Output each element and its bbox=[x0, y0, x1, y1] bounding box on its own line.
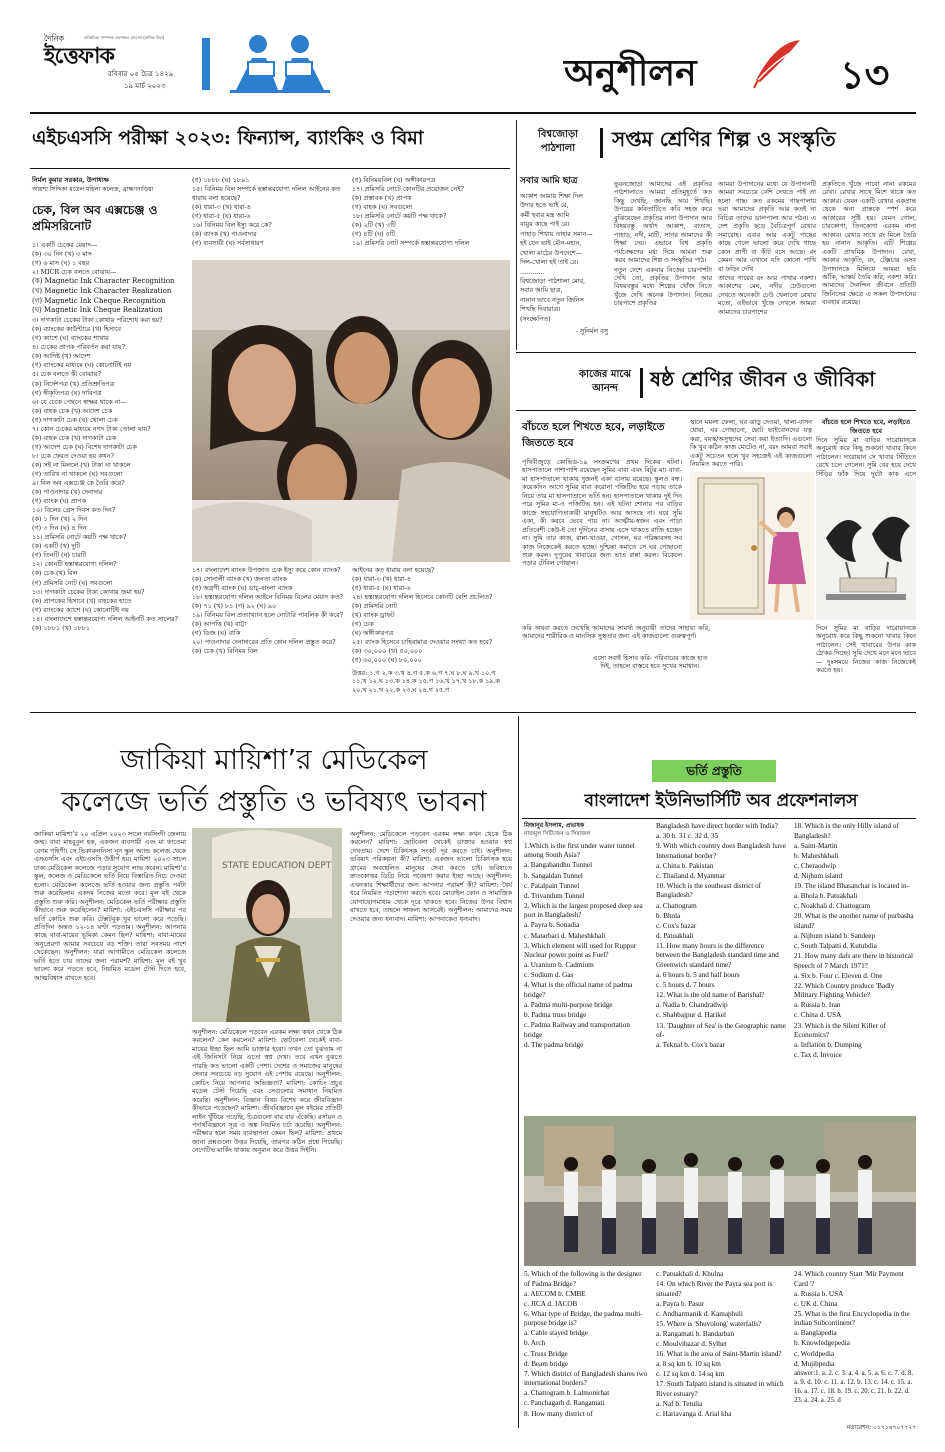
quiz-line: c. Cox's bazar bbox=[656, 921, 697, 930]
mcq-line: (ক) চেক (খ) বিল bbox=[32, 569, 78, 578]
quiz-line: c. Moulvibazar d. Sylhet bbox=[656, 1340, 727, 1349]
quiz-line: 20. What is the another name of purbasha island? bbox=[794, 912, 914, 930]
masthead-rule bbox=[30, 112, 916, 114]
poem-line: (সংক্ষেপিত) bbox=[520, 314, 551, 323]
mcq-line: (গ) তিনটি (ঘ) চারটি bbox=[32, 551, 87, 560]
mcq-line: ১৯। বিনিময় বিল প্রত্যাখ্যান হলে নোটারি পাবলিক কী করে? bbox=[192, 611, 344, 620]
class7-headline: সপ্তম শ্রেণির শিল্প ও সংস্কৃতি bbox=[612, 127, 836, 151]
mcq-line: (গ) আদেশ চেক (ঘ) বিশেষ দাগকাটা চেক bbox=[32, 442, 137, 451]
quiz-line: c. JICA d. JACOB bbox=[524, 1299, 578, 1308]
quiz-line: 13. 'Daughter of Sea' is the Geographic name of- bbox=[656, 1021, 786, 1039]
paragraph: ভুবনজোড়া আমাদের এই প্রকৃতির পাঠশালাতে আমরা প্রতিমুহূর্তে কত কিছু দেখছি, জানছি আর শিখছি। উপরের কবিতাটিতে কবি সহজ করে বুঝিয়েছেন প্রকৃতির নানা উপাদান আর বিষয়বস্তু অর্থাৎ আকাশ, বাতাস, পাহাড়, নদী, মাটি, সাগর আমাদের কী শিক্ষা দেয়। এভাবে বিশ্ব প্রকৃতি পর্যবেক্ষণের মধ্য দিয়ে আমরা শুরু করব আমাদের শিল্প ও সংস্কৃতির পাঠ। bbox=[614, 180, 712, 265]
quiz-line: b. Arch bbox=[524, 1339, 546, 1348]
quiz-line: 21. How many dafs are there in historical Speech of 7 March 1971? bbox=[794, 952, 913, 970]
quiz-line: 17. South Talpatti island is situated in which River estuary? bbox=[656, 1380, 784, 1398]
mcq-line: (গ) প্রমিসরি নোট (ঘ) সবগুলো bbox=[32, 578, 113, 587]
quiz-line: 9. With which country does Bangladesh have International border? bbox=[656, 842, 786, 860]
poem-line: নানান ভাবে নতুন জিনিস bbox=[520, 295, 584, 304]
quiz-line: 11. How many hours is the difference between the Bangladesh standard time and Greenwich standard time? bbox=[656, 941, 779, 969]
mcq-line: (ক) ১ দিন (খ) ২ দিন bbox=[32, 515, 88, 524]
mcq-line: ১৬। বিনিময় বিল ইস্যু করে কে? bbox=[192, 220, 272, 229]
medical-headline-2: কলেজে ভর্তি প্রস্তুতি ও ভবিষ্যৎ ভাবনা bbox=[61, 785, 487, 818]
class7-col-3 bbox=[822, 180, 916, 348]
hsc-col-left bbox=[32, 176, 184, 706]
poem-line: বায়ুর কাছে পাই রে। bbox=[520, 220, 570, 229]
quiz-line: c. Worldpedia bbox=[794, 1349, 835, 1358]
quiz-line: d. Mujibpedia bbox=[794, 1359, 835, 1368]
quiz-line: a. Chattogram b. Lalmonirhat bbox=[524, 1389, 610, 1398]
bup-headline: বাংলাদেশ ইউনিভার্সিটি অব প্রফেশনালস bbox=[584, 791, 858, 811]
caption: করি অথবা করতে দেখেছি আমাদের সামর্থ্য অনুযায়ী তাদের সাহায্য করি, আমাদের শারীরিক ও মানসিক সুস্থতার জন্য এই কাজগুলো গুরুত্বপূর্ণ। bbox=[522, 624, 710, 641]
mcq-line: (ক) ধারা-৩ (খ) ধারা-৪ bbox=[352, 575, 411, 584]
quiz-line: a. Padma multi-purpose bridge bbox=[524, 1001, 613, 1009]
bup-author: মিজানুর ইসলাম, প্রভাষক bbox=[524, 822, 585, 829]
quiz-line: d. Nijhum island bbox=[794, 871, 843, 880]
poet-name: - সুনির্মল বসু bbox=[575, 327, 608, 336]
quiz-line: b. Maheshkhali bbox=[794, 851, 839, 860]
masthead-date-en: ১৯ মার্চ ২০২৩ bbox=[124, 82, 166, 90]
mcq-line: আইনের কত ধারায় বলা হয়েছে? bbox=[352, 566, 435, 574]
mcq-line: (ক) ৩০,০০০ (খ) ৫০,০০০ bbox=[352, 647, 423, 656]
class7-kicker-2: পাঠশালা bbox=[540, 143, 576, 154]
class6-col-mid bbox=[690, 418, 812, 468]
mcq-line: ৩। দাগকাটা চেকের টাকা কোথায় পরিশোধ করা হয়? bbox=[32, 316, 163, 325]
mcq-line: (গ) দাগকাটা চেক (ঘ) খোলা চেক bbox=[32, 415, 118, 424]
poem-line: কর্মী হবার মন্ত্র আমি bbox=[520, 210, 570, 219]
mcq-line: ১৭। প্রমিসরি নোটে কোনটির প্রয়োজন নেই? bbox=[352, 185, 464, 194]
mcq-line: (গ) ৬ মাস (ঘ) ১ বছর bbox=[32, 258, 90, 267]
poem-line: ............ bbox=[520, 267, 545, 276]
class7-col-1 bbox=[614, 180, 712, 348]
mcq-line: ১১। প্রমিসরি নোটে কয়টি পক্ষ থাকে? bbox=[32, 533, 127, 542]
class6-rule bbox=[516, 410, 916, 411]
quiz-line: a. Rangamati b. Bandarban bbox=[656, 1329, 735, 1338]
hsc-lower-b bbox=[352, 566, 510, 706]
paragraph: জাকিয়া মায়িশা’র ২০ এপ্রিল ২০২৩ সালে নরসিংদী জেলায় জন্ম। বাবা মাহবুবুল হক, একজন ব্যবসায়ী এবং মা ফাতেমা বেগম গৃহিণী। সে ভিকারুননিসা নূন স্কুল অ্যান্ড কলেজ থেকে এসএসসি এবং এইচএসসি উত্তীর্ণ হয়। মায়িশা ২০২৩ সালে ঢাকা মেডিকেল কলেজে পড়ার সুযোগ লাভ করেন। মায়িশা’র স্কুল, কলেজ ও মেডিকেলে ভর্তি নিয়ে বিস্তারিত নিচে দেওয়া হলো। মেডিকেল কলেজে ভর্তি হওয়ার জন্য প্রস্তুতি পর্বটা শুরু করেছিলাম একদম নিজের মতো করে। মূল বই থেকে প্রস্তুতি শুরু করি। অনুশীলন: মেডিকেল ভর্তি পরীক্ষার প্রস্তুতি কীভাবে শুরু করেছিলেন? মায়িশা: এইচএসসি পরীক্ষার পর ভর্তি কোচিং শুরু করি। টেক্সটবুক খুব ভালো করে পড়েছি। প্রতিদিন অন্তত ১২-১৪ ঘণ্টা পড়তাম। অনুশীলন: আপনার কাছে বাবা-মায়ের ভূমিকা কেমন ছিল? মায়িশা: বাবা-মায়ের অনুপ্রেরণা আমার সবচেয়ে বড় শক্তি। তারা সবসময় পাশে থেকেছেন। অনুশীলন: যারা আগামীতে মেডিকেল কলেজে ভর্তি হতে চায় তাদের জন্য পরামর্শ? মায়িশা: মূল বই খুব ভালো করে পড়তে হবে, নিয়মিত মডেল টেস্ট দিতে হবে, আত্মবিশ্বাস রাখতে হবে। bbox=[34, 830, 186, 982]
poem-line: উদার হতে ভাই রে, bbox=[520, 201, 569, 210]
quiz-line: c. Andharmanik d. Kamaphuli bbox=[656, 1309, 743, 1318]
medical-col-3 bbox=[350, 830, 512, 1428]
quiz-line: 14. On which River the Payra sea port is situated? bbox=[656, 1280, 773, 1298]
paragraph: অনুশীলন: মেডিকেলে পড়বেন এরকম লক্ষ্য কখন থেকে ঠিক করলেন? মায়িশা: ছোটবেলা থেকেই ডাক্তার হওয়ার স্বপ্ন দেখতাম। দেশে চিকিৎসক সংকট দূর করতে চাই। অনুশীলন: ভবিষ্যৎ পরিকল্পনা কী? মায়িশা: একজন ভালো চিকিৎসক হয়ে গ্রামের অবহেলিত মানুষের সেবা করতে চাই। ভবিষ্যতে স্নাতকোত্তর ডিগ্রি নিয়ে গবেষণা করার ইচ্ছা আছে। অনুশীলন: এখনকার শিক্ষার্থীদের জন্য আপনার পরামর্শ কী? মায়িশা: ধৈর্য ধরে নিয়মিত পড়াশোনা করতে হবে। মোবাইল ফোন ও সামাজিক যোগাযোগমাধ্যম থেকে দূরে থাকতে হবে। নিজের উপর বিশ্বাস রাখতে হবে, তাহলে সাফল্য আসবেই। অনুশীলন: আমাদের সময় দেওয়ার জন্য ধন্যবাদ। মায়িশা: আপনাকেও ধন্যবাদ। bbox=[350, 830, 512, 923]
masthead-date-bn: রবিবার ০৫ চৈত্র ১৪২৯ bbox=[108, 70, 174, 78]
quiz-line: a. Uranium b. Cadmium bbox=[524, 961, 594, 970]
mcq-line: (গ) ডিজ (ঘ) বাকি bbox=[192, 629, 241, 638]
quiz-line: b. Knowledgepedia bbox=[794, 1339, 850, 1348]
hsc-headline: এইচএসসি পরীক্ষা ২০২৩: ফিন্যান্স, ব্যাংকিং ও বিমা bbox=[32, 127, 424, 149]
mcq-line: (গ) ব্যাংকের মাধ্যমে (ঘ) কোনোটিই নয় bbox=[32, 361, 132, 370]
quiz-line: 3. Which element will used for Ruppur Nuclear power point as Fuel? bbox=[524, 941, 637, 960]
class6-kicker-2: আনন্দ bbox=[592, 383, 618, 394]
quiz-line: a. Nadia b. Chandradwip bbox=[656, 1001, 728, 1010]
class6-cap-left bbox=[522, 624, 710, 650]
mcq-line: ১৭। বাংলাদেশ ব্যাংক উপজাত চেক ইস্যু করে কোন ব্যাংক? bbox=[192, 566, 341, 574]
girl-door-illustration bbox=[690, 472, 814, 620]
mcq-line: (ক) সোনালী ব্যাংক (খ) জনতা ব্যাংক bbox=[192, 575, 287, 584]
quiz-line: Bangladesh have direct border with India? bbox=[656, 822, 778, 830]
section-title: অনুশীলন bbox=[564, 52, 697, 94]
mcq-line: (ক) আপত্তি (খ) বাট্টা bbox=[192, 620, 247, 629]
quiz-line: 1.Which is the first under water tunnel among South Asia? bbox=[524, 841, 635, 860]
poem-line: হই যেন ভাই মৌন-মহান, bbox=[520, 239, 582, 248]
masthead-tag: দৈনিক bbox=[44, 34, 65, 43]
mcq-line: (ঘ) Magnetic Ink Cheque Realization bbox=[32, 306, 163, 315]
class6-bar bbox=[640, 368, 643, 398]
bup-col-1 bbox=[524, 822, 648, 1112]
mcq-line: ২০। পাওনাদার দেনাদারের প্রতি কোন দলিল প্রস্তুত করে? bbox=[192, 638, 336, 647]
mcq-line: ৪। চেকের প্রাপক পরিবর্তন করা যায়? bbox=[32, 343, 126, 352]
quiz-line: c. Patuakhali d. Khulna bbox=[656, 1270, 724, 1278]
class7-col-2 bbox=[718, 180, 816, 348]
mcq-line: (ক) ৩০ দিন (খ) ৩ মাস bbox=[32, 249, 92, 258]
quiz-line: a. Teknaf b. Cox's bazar bbox=[656, 1041, 725, 1050]
quiz-line: c. Hariavanga d. Arial kha bbox=[656, 1410, 732, 1419]
mcq-line: (ক) ব্যাংকের কাউন্টারে (খ) হিসাবে bbox=[32, 325, 121, 334]
poem-line: শিখছি দিবারাত্র। bbox=[520, 305, 561, 314]
reading-kids-icon bbox=[230, 32, 330, 94]
paragraph: তাদের গায়ের রং আর পাখার নকশা। আকাশের মেঘ, নদীর ঢেউগুলো দেখতে অনেকটা ঢেউ খেলানো রেখার মতো, এইভাবে খুঁজে দেখলে আমরা আমাদের চারপাশের bbox=[718, 273, 816, 316]
paragraph: আমরা উপাদানের মধ্যে যে উপাদানটি আমরা সবচেয়ে বেশি দেখতে পাই তা হলো গাছ। কত রকমের গাছপালায় ভরা আমাদের প্রকৃতি আর কতই না বিচিত্র তাদের ডালপালা আর গঠন। এ দেশ প্রকৃতি ছড়ে বৈচিত্রপূর্ণ রেখার সমারোহ। এবার আর একটু গাছের কাছে গেলে ভালো করে দেখি গাছে কোন প্রাণী বা কীট বসে আছে। রং কেমন আর এখানে যদি কোনো পাখি বা ফড়িং দেখি bbox=[718, 180, 816, 273]
quiz-line: c. Padma Railway and transportation bridge bbox=[524, 1021, 630, 1039]
poem-line: আকাশ আমায় শিক্ষা দিল bbox=[520, 191, 583, 200]
mcq-line: (গ) চেক bbox=[352, 620, 374, 629]
quiz-line: 2. Which is the largest proposed deep sea port in Bangladesh? bbox=[524, 901, 643, 920]
quill-icon bbox=[748, 36, 804, 92]
hsc-answers: উত্তর: ১.গ ২.ক ৩.খ ৪.গ ৫.ক ৬.গ ৭.ঘ ৮.ঘ ৯.খ ১০.গ ১১.খ ১২.ঘ ১৩.ক ১৪.ক ১৫.গ ১৬.খ ১৭.খ ১৮.ক ১৯.ক ২০.খ ২১.খ ২২.ক ২৩.ঘ ২৪.গ ২৫.গ bbox=[352, 668, 500, 694]
quiz-line: a. Six b. Four c. Eleven d. One bbox=[794, 971, 883, 980]
mcq-line: (ক) পাওনাদার (খ) দেনাদার bbox=[32, 488, 103, 497]
bup-author-school: নাজমুল সিটিজেন ও সিরাজল bbox=[524, 830, 591, 837]
class6-headline: ষষ্ঠ শ্রেণির জীবন ও জীবিকা bbox=[650, 367, 876, 391]
quiz-line: c. Shahbajpur d. Harikel bbox=[656, 1011, 727, 1020]
class7-kicker-1: বিশ্বজোড়া bbox=[537, 129, 579, 140]
quiz-line: c. Noakhali d. Chattogram bbox=[794, 902, 871, 911]
mcq-line: ১৮। হস্তান্তরযোগ্য দলিল আইনে বিনিময় বিলের মেয়াদ কত? bbox=[192, 593, 343, 602]
quiz-line: a. Chattogram bbox=[656, 901, 697, 910]
quiz-line: c. 5 hours d. 7 hours bbox=[656, 981, 715, 990]
paragraph: অনুশীলন: মেডিকেলে পড়বেন এরকম লক্ষ্য কখন থেকে ঠিক করলেন? কেন করলেন? মায়িশা: ছোটবেলা থেকেই বাবা-মায়ের ইচ্ছা ছিল আমি ডাক্তার হবো। তখন তো বুঝতাম না এই জিনিসটা নিয়ে এতো স্বপ্ন দেখা। তবে এখন বুঝতে পারছি কত ভালো একটি পেশা। দেশের ও সমাজের মানুষের সেবার সবচেয়ে বড় সুযোগ এই পেশায় রয়েছে। অনুশীলন: কোচিং নিয়ে আপনার অভিজ্ঞতা? মায়িশা: কোচিং প্রচুর মডেল টেস্ট দিয়েছি এবং সেগুলোর সমাধান নিয়মিত করেছি। অনুশীলন: বিজ্ঞান বিষয় বিশেষ করে জীববিজ্ঞান কীভাবে পড়েছেন? মায়িশা: জীববিজ্ঞানে মূল বইয়ের প্রতিটি লাইন খুঁটিয়ে পড়েছি, চিত্রগুলো বার বার এঁকেছি। রসায়ন ও পদার্থবিজ্ঞানে সূত্র ও অঙ্ক নিয়মিত চর্চা করেছি। অনুশীলন: পরীক্ষার হলে সময় ব্যবস্থাপনা কেমন ছিল? মায়িশা: প্রথমে জানা প্রশ্নগুলো উত্তর দিয়েছি, তারপর কঠিন প্রশ্নে গিয়েছি। নেগেটিভ মার্কিং থাকায় অনুমান করে উত্তর দিইনি। bbox=[192, 1028, 342, 1155]
mcq-line: (ক) Magnetic Ink Character Recognition bbox=[32, 276, 175, 285]
mcq-line: ৯। বিল অব এক্সচেঞ্জ কে তৈরি করে? bbox=[32, 479, 125, 488]
quiz-line: a. Bangabandhu Tunnel bbox=[524, 861, 593, 870]
bup-footer: মডারেশন: ০১৭১৪৭০৭৭২৭ bbox=[846, 1424, 916, 1431]
mcq-line: (গ) Magnetic Ink Cheque Recognition bbox=[32, 296, 166, 305]
caption: এসো সবাই হিসাব করি- পরিবারের কাজে হাত দিই, তাহলে বাস্তবে হবে সুখের সমাধান। bbox=[592, 654, 708, 671]
mcq-line: ৭। কোন চেকের মাধ্যমে নগদ টাকা তোলা যায়? bbox=[32, 424, 151, 433]
class6-subhead-right: বাঁচতে হলে শিখতে হবে, লড়াইতে জিততে হবে bbox=[821, 418, 911, 435]
bup-col-2 bbox=[656, 822, 786, 1112]
mcq-line: (খ) Magnetic Ink Character Realization bbox=[32, 286, 172, 295]
quiz-line: a. Cable stayed bridge bbox=[524, 1329, 588, 1338]
mcq-line: ১৫। বিনিময় বিল সম্পর্কে হস্তান্তরযোগ্য দলিল আইনের কত ধারায় বলা হয়েছে? bbox=[192, 185, 341, 202]
mcq-line: (গ) ব্যবসায়ী (ঘ) সর্বসাধারণ bbox=[192, 238, 264, 247]
poem-line: দিল-খোলা হই তাই রে। bbox=[520, 258, 579, 267]
bottom-divider bbox=[518, 716, 519, 1428]
paragraph: প্রকৃতিতে খুঁজে পাবো নানা রকমের রেখা। রেখার সাথে মিশে থাকে কত আকার। যেমন একটি রেখার একপ্রান্ত থেকে অন্য প্রান্তকে স্পর্শ করে আকারের সৃষ্টি হয়। যেমন গোল, চারকোণা, তিনকোণা এরকম নানা আকার। রেখার সাথে রং মিলে তৈরি হয় নানান আকৃতি। এটি শিল্পের একটি প্রাথমিক উপাদান। রেখা, আকার আকৃতি, রং, টেক্সচার এসব উপাদানকে মিলিয়ে আমরা ছবি আঁকি, ভাস্কর্য তৈরি করি, নকশা করি। আমাদের দৈনন্দিন জীবনে প্রতিটি জিনিসের ক্ষেত্রে এ সকল উপাদানের ব্যবহার রয়েছে। bbox=[822, 180, 916, 307]
quiz-line: a. Naf b. Tetulia bbox=[656, 1400, 703, 1409]
paragraph: নতুন দেশে একবার নিজের চারপাশটা দেখি তো, প্রকৃতির উপাদান আর বিষয়বস্তুর মধ্যে শিল্পের খোঁজ নিতে খুঁজে দেখি অনেক উপাদান। নিজের চারপাশে প্রকৃতির bbox=[614, 265, 712, 308]
mcq-line: (ক) ধারা-৩ (খ) ধারা-৪ bbox=[192, 202, 251, 211]
mcq-line: (গ) ১৮৮৮ (ঘ) ১৮৯১ bbox=[192, 176, 250, 184]
mcq-line: ১। একটি চেকের মেয়াদ— bbox=[32, 240, 98, 249]
hsc-col-mid bbox=[192, 176, 346, 256]
medical-col-2 bbox=[192, 1028, 342, 1428]
mcq-line: (গ) অগ্রণী ব্যাংক (ঘ) ডাচ্-বাংলা ব্যাংক bbox=[192, 584, 293, 593]
class7-bar bbox=[600, 128, 603, 158]
mcq-line: (গ) বিনিময়বিল (ঘ) অঙ্গীকারপত্র bbox=[352, 176, 436, 184]
bup-col-3b bbox=[794, 1270, 916, 1420]
hsc-rule bbox=[30, 168, 510, 169]
mcq-line: (ক) ২টি (খ) ৩টি bbox=[352, 221, 396, 230]
caption: দিনে সুমির মা বাড়ির দারোয়ানকে অনুরোধ করে কিছু শুকনো খাবার কিনে পাঠালেন। সেই খাবারের উপর কাক ঠোকর দিচ্ছে। সুমি দেখে মনে মনে ভাবে— দুঃসময়ে নিজের কাজ নিজেকেই করতে হয়। bbox=[816, 624, 916, 675]
poem-line: পাহাড় শিখায় তাহার সমান— bbox=[520, 229, 593, 238]
class6-kicker-1: কাজের মাঝে bbox=[579, 369, 631, 380]
bup-rule bbox=[522, 818, 916, 819]
quiz-line: c. Patalpain Tunnel bbox=[524, 881, 580, 890]
quiz-line: a. Inflation b. Dumping bbox=[794, 1041, 862, 1050]
hsc-subheading: চেক, বিল অব এক্সচেঞ্জ ও প্রমিসরিনোট bbox=[32, 203, 158, 234]
hsc-divider bbox=[516, 120, 517, 350]
mcq-line: (ক) ব্যাংক (খ) পাওনাদার bbox=[192, 229, 257, 238]
medical-col-1 bbox=[34, 830, 186, 1428]
quiz-line: c. Sodium d. Gas bbox=[524, 971, 574, 980]
masthead-logo: ইত্তেফাক bbox=[44, 43, 114, 69]
quiz-line: a. Banglapedia bbox=[794, 1329, 837, 1338]
quiz-line: 16. What is the area of Saint-Martin island? bbox=[656, 1350, 782, 1359]
mcq-line: (গ) ক্যাশে (ঘ) ব্যাংকের শাখায় bbox=[32, 334, 109, 343]
quiz-line: 24. Which country Start 'Mir Payment Card '? bbox=[794, 1270, 904, 1288]
mcq-line: (গ) ৪টি (ঘ) ৫টি bbox=[352, 230, 396, 239]
bup-kicker: ভর্তি প্রস্তুতি bbox=[652, 760, 776, 782]
mcq-line: ১৩। দাগকাটা চেকের টাকা কোথায় জমা হয়? bbox=[32, 587, 145, 596]
quiz-line: c. South Talpatti d. Kutubdia bbox=[794, 941, 877, 950]
quiz-line: c. Cheraodwip bbox=[794, 861, 836, 870]
quiz-line: b. Padma truss bridge bbox=[524, 1011, 587, 1020]
quiz-line: d. Patuakhali bbox=[656, 931, 694, 940]
quiz-line: 8. How many district of bbox=[524, 1409, 593, 1418]
hsc-mcq-left bbox=[32, 241, 184, 633]
mcq-line: ৮। চেক ফেরত দেওয়া হয় কখন? bbox=[32, 451, 114, 460]
class6-subhead-left: বাঁচতে হলে শিখতে হবে, লড়াইতে জিততে হবে bbox=[522, 421, 665, 449]
paragraph: দিনে সুমির মা বাড়ির দারোয়ানকে অনুরোধ করে কিছু শুকনো খাবার কিনে পাঠালেন। দারোয়ান সে খাবার সিঁড়িতে রেখে চলে গেলেন। সুমি বের হয়ে দেখে সিঁড়ির ফাঁক দিয়ে দুটো কাক এসে bbox=[816, 436, 916, 478]
quiz-line: d. The padma bridge bbox=[524, 1040, 584, 1049]
paragraph: পৃথিবীজুড়ে কোভিড-১৯ সংক্রমণের প্রথম দিকের ঘটনা। হাসপাতালে পাশাপাশি রয়েছেন সুমির বাবা এবং বিটুর মা। বাবা-মা হাসপাতালে থাকায় দুজনই একা বাসায় রয়েছে। স্কুলও বন্ধ। কয়েকদিন আগে সুমির বাবা করোনা পজিটিভ হয়ে পড়ায় তাকে নিয়ে তার মা হাসপাতালে ভর্তি হন। হাসপাতালে থাকার দুই দিন পরে সুমির মা-ও পজিটিভ হন। এই ঘটনা শোনার পর বাড়ির কাজে সহযোগিতাকারী মানুষটিও আর আসছে না। ঘরে সুমি একা, কী করবে ভেবে পায় না। আত্মীয়-স্বজন এবং পাড়া প্রতিবেশী কেউ-ই তো দুর্দিনের বাসায় এসে থাকতে রাজি হচ্ছেন না। সুমি তার কাজ, রান্না-খাওয়া, গোসল, ঘর পরিষ্কারসহ সব কাজ নিজেকেই করতে হচ্ছে। দুশ্চিন্তা কমাতে সে ঘর গোছানো শুরু করল। দুপুরের খাবারের জন্য ভাত রান্না করল। বিকেলে পড়ার টেবিল গোছাল। bbox=[522, 458, 682, 568]
quiz-line: d. Beam bridge bbox=[524, 1359, 569, 1368]
mcq-line: (ক) চেক (খ) বিনিময় বিল bbox=[192, 647, 258, 656]
mcq-line: (গ) ব্যাংক (ঘ) প্রাপক bbox=[32, 497, 87, 506]
mcq-line: (ক) ৭১ (খ) ৮১ (গ) ৯২ (ঘ) ৯০ bbox=[192, 602, 277, 611]
mcq-line: (গ) স্বীকৃতিপত্র (ঘ) দাবিপত্র bbox=[32, 388, 102, 397]
zakia-photo bbox=[192, 828, 342, 1022]
medical-headline-1: জাকিয়া মায়িশা’র মেডিকেল bbox=[120, 743, 428, 776]
mcq-line: ৫। চেক বলতে কী বোঝায়? bbox=[32, 370, 101, 379]
paragraph: স্থানে ময়লা ফেলা, ঘর ঝাড়ু দেওয়া, থালা-বাসন ধোয়া, ঘর গোছানো, ছোট ভাইবোনদের যত্ন করা, বয়স্ক/অসুস্থদের সেবা করা ইত্যাদি। এগুলো কি খুব কঠিন কাজ মোটেও না, বরং আমরা সবাই একটু সচেতন হলে খুব সহজেই এই কাজগুলো নিয়মিত করতে পারি। bbox=[690, 418, 812, 469]
mcq-line: (ক) প্রাপকের হিসাবে (খ) বাহকের হাতে bbox=[32, 596, 132, 605]
quiz-line: c. China d. USA bbox=[794, 1011, 842, 1020]
bup-col-2b bbox=[656, 1270, 786, 1430]
quiz-line: c. Panchagarh d. Rangamati bbox=[524, 1399, 605, 1408]
mcq-line: (ক) সই না মিললে (খ) টাকা না থাকলে bbox=[32, 460, 131, 469]
quiz-line: 5. Which of the following is the designer of Padma Bridge? bbox=[524, 1270, 642, 1288]
quiz-line: 7. Which district of Bangladesh shares two international borders? bbox=[524, 1369, 648, 1388]
poem-title: সবার আমি ছাত্র bbox=[520, 176, 578, 186]
quiz-line: a. Bhola b. Patuakhali bbox=[794, 892, 858, 901]
quiz-line: a. Russia b. USA bbox=[794, 1289, 844, 1298]
quiz-line: 19. The island Bhasanchar is located in- bbox=[794, 881, 910, 890]
mcq-line: (ক) প্রমিসরি নোট bbox=[352, 602, 397, 611]
quiz-line: 15. Where is 'Shuvolong' waterfalls? bbox=[656, 1319, 762, 1328]
quiz-line: b. Bhola bbox=[656, 911, 681, 920]
mcq-line: ২৪। হস্তান্তরযোগ্য দলিল হিসেবে কোনটি বেশি প্রচলিত? bbox=[352, 593, 493, 602]
mcq-line: (গ) বাহক (ঘ) সবগুলো bbox=[352, 203, 413, 212]
hsc-lower-a bbox=[192, 566, 346, 706]
quiz-line: b. Sangaldan Tunnel bbox=[524, 871, 583, 880]
class6-cap-right bbox=[816, 624, 916, 704]
mcq-line: ৬। যে চেকে পেছনে স্বাক্ষর থাকে না— bbox=[32, 397, 127, 406]
mcq-line: ২৫। ব্যাংক হিসেবে চাহিবামাত্র দেওয়ার সংখ্যা কত হবে? bbox=[352, 638, 493, 647]
quiz-line: c. Truss Bridge bbox=[524, 1349, 568, 1358]
quiz-line: c. Tax d. Invoice bbox=[794, 1051, 842, 1060]
bup-col-1b bbox=[524, 1270, 648, 1430]
masthead-blue-bar bbox=[202, 38, 210, 90]
mcq-line: (ঘ) অঙ্গীকারপত্র bbox=[352, 629, 394, 638]
badge-text: STATE EDUCATION DEPT bbox=[222, 861, 332, 871]
quiz-line: c. UK d. China bbox=[794, 1299, 838, 1308]
students-photo bbox=[192, 260, 510, 562]
quiz-line: c. Thailand d. Myanmar bbox=[656, 871, 726, 880]
quiz-line: a. Payra b. Pasur bbox=[656, 1299, 705, 1308]
quiz-line: 23. Which is the Silent Killer of Economics? bbox=[794, 1021, 886, 1039]
hsc-col-right bbox=[352, 176, 508, 256]
quiz-line: a. China b. Pakistan bbox=[656, 861, 714, 870]
campus-students-photo bbox=[524, 1116, 916, 1266]
class6-cap-left-2 bbox=[590, 654, 710, 694]
quiz-line: c. Matarbari d. Maheshkhali bbox=[524, 931, 606, 940]
mcq-line: (ক) ১৮৮১ (খ) ১৮৮১ bbox=[32, 623, 90, 632]
mcq-line: ২। MICR চেক বলতে বোঝায়— bbox=[32, 267, 117, 276]
quiz-line: 12. What is the old name of Barishal? bbox=[656, 991, 765, 1000]
mcq-line: (গ) ব্যাংকের ক্যাশে (ঘ) কোনোটিই নয় bbox=[32, 605, 129, 614]
mcq-line: ১২। কোনটি হস্তান্তরযোগ্য দলিল? bbox=[32, 560, 117, 569]
mcq-line: (খ) ব্যাংক ড্রাফট bbox=[352, 611, 395, 620]
hsc-author: নির্মল কুমার সরকার, উপাধ্যক্ষ bbox=[32, 176, 109, 184]
mcq-line: (ক) প্রস্তাবক (খ) প্রাপক bbox=[352, 194, 412, 203]
mcq-line: (ক) একটি (খ) দুটি bbox=[32, 542, 81, 551]
quiz-line: 25. What is the first Encyclopedia in the indian Subcontinent? bbox=[794, 1309, 910, 1328]
quiz-line: a. Nijhum island b. Sandeep bbox=[794, 931, 876, 940]
quiz-line: answer:1. a. 2. c. 3. a. 4. a. 5. a. 6. c. 7. d. 8. a. 9. d. 10. c. 11. a. 12. b. 13. c. 14. c. 15. a. 16. a. 17. c. 18. b. 19. c. 20. c. 21. b. 22. d. 23. a. 24. a. 25. d bbox=[794, 1369, 914, 1404]
mcq-line: (গ) ধারা-৫ (ঘ) ধারা-৬ bbox=[352, 584, 411, 593]
mcq-line: ১৮। প্রমিসরি নোটে কয়টি পক্ষ থাকে? bbox=[352, 212, 447, 221]
quiz-line: 18. Which is the only Hilly island of Bangladesh? bbox=[794, 822, 899, 840]
mcq-line: (গ) ৩ দিন (ঘ) ৪ দিন bbox=[32, 524, 87, 533]
mcq-line: ১৪। বাংলাদেশে হস্তান্তরযোগ্য দলিল আইনটি কত সালের? bbox=[32, 614, 178, 623]
mcq-line: (ক) আদিষ্ট (খ) আদেশ bbox=[32, 352, 91, 361]
poem-line: সবার আমি ছাত্র, bbox=[520, 286, 563, 295]
quiz-line: 22. Which Country produce 'Badly Military Fighting Vehicle? bbox=[794, 981, 895, 1000]
crows-illustration bbox=[816, 478, 916, 620]
class6-col-right-top bbox=[816, 436, 916, 476]
mcq-line: (গ) তারিখ না থাকলে (ঘ) সবগুলো bbox=[32, 469, 123, 478]
page-number: ১৩ bbox=[840, 52, 890, 97]
hsc-author-school: আয়শা সিদ্দিকা মডেল মহিলা কলেজ, ব্রাহ্মণবাড়িয়া bbox=[32, 185, 154, 193]
poem-line: বিশ্বজোড়া পাঠশালা মোর, bbox=[520, 276, 586, 285]
quiz-line: a. 30 b. 31 c. 32 d. 35 bbox=[656, 832, 719, 841]
quiz-line: a. 6 hours b. 5 and half hours bbox=[656, 971, 740, 980]
quiz-line: a. 8 sq km b. 10 sq km bbox=[656, 1360, 721, 1369]
bup-col-3 bbox=[794, 822, 916, 1112]
page-mid-rule bbox=[30, 712, 916, 713]
mcq-line: ১০। বিলের গ্রেস দিবস কত দিন? bbox=[32, 506, 116, 515]
quiz-line: a. Payra b. Sonadia bbox=[524, 921, 580, 930]
masthead bbox=[0, 0, 945, 118]
mcq-line: (ক) বাহক চেক (খ) দাগকাটা চেক bbox=[32, 433, 117, 442]
quiz-line: a. AECOM b. CMBE bbox=[524, 1289, 586, 1298]
quiz-line: c. 12 sq km d. 14 sq km bbox=[656, 1370, 725, 1379]
quiz-line: 10. Which is the southeast district of Bangladesh? bbox=[656, 881, 762, 900]
mcq-line: (ক) বাহক চেক (খ) আদেশ চেক bbox=[32, 406, 113, 415]
masthead-slogan: প্রতিষ্ঠাতা সম্পাদক তফাজ্জল হোসেন (মানিক মিয়া) bbox=[84, 35, 165, 40]
mcq-line: (গ) ধারা-৫ (ঘ) ধারা-৬ bbox=[192, 211, 251, 220]
quiz-line: d. Trivandum Tunnel bbox=[524, 891, 585, 900]
quiz-line: a. Russia b. Iran bbox=[794, 1001, 841, 1010]
mcq-line: (গ) ৬০,০০০ (ঘ) ৮০,০০০ bbox=[352, 656, 422, 665]
quiz-line: a. Saint-Martin bbox=[794, 841, 838, 850]
quiz-line: 4. What is the official name of padma bridge? bbox=[524, 981, 633, 999]
mcq-line: (ক) নির্দেশপত্র (খ) প্রতিশ্রুতিপত্র bbox=[32, 379, 115, 388]
quiz-line: 6. What type of Bridge, the padma multi-purpose bridge is? bbox=[524, 1309, 643, 1328]
class7-poem bbox=[520, 176, 608, 348]
class7-rule bbox=[516, 352, 916, 353]
mcq-line: ১৯। প্রমিসরি নোট সম্পর্কে হস্তান্তরযোগ্য দলিল bbox=[352, 239, 470, 248]
poem-line: খোলা মাঠের উপদেশে— bbox=[520, 248, 583, 257]
